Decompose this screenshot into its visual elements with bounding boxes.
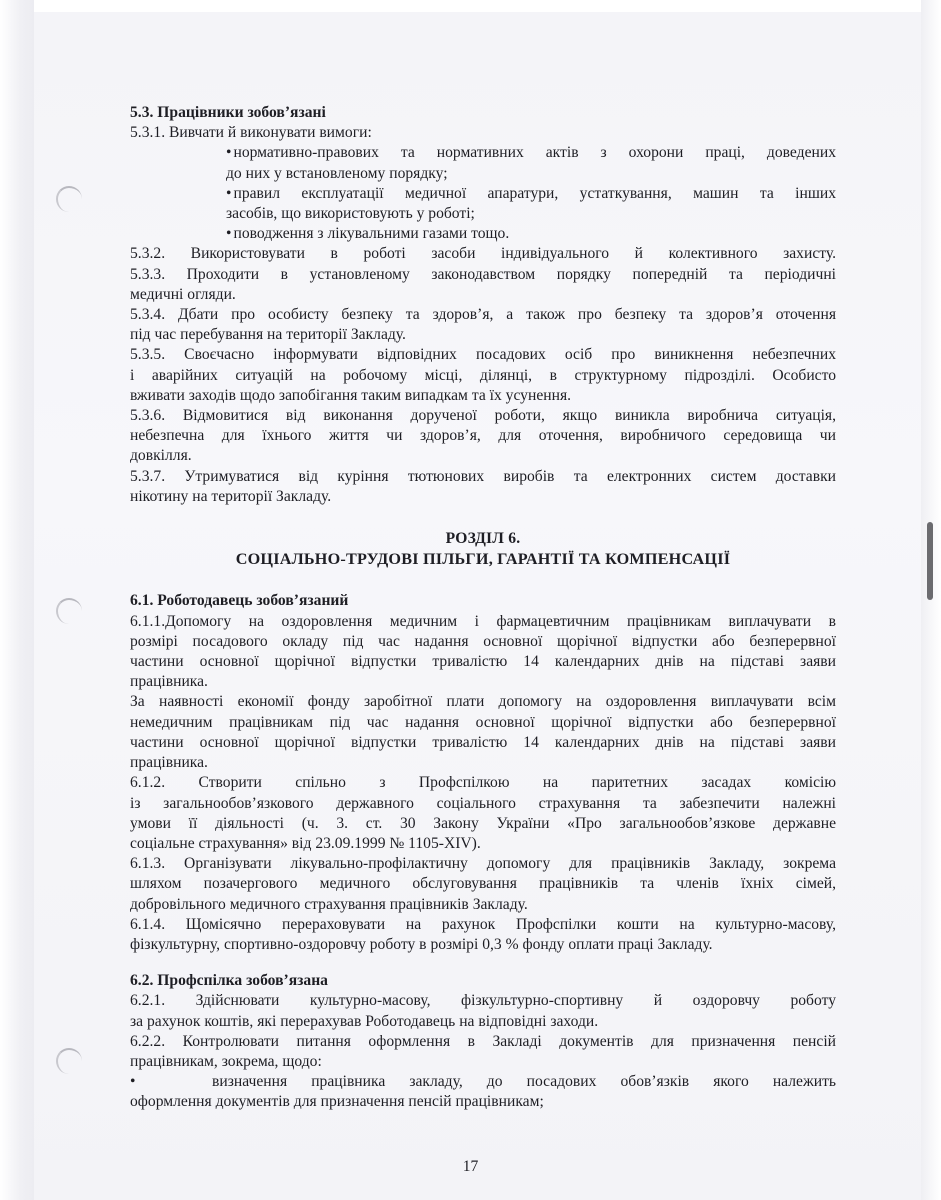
paragraph-line: 5.3.7. Утримуватися від куріння тютюнових виробів та електронних систем доставки (130, 467, 836, 485)
paragraph-line: розмірі посадового окладу під час надання основної щорічної відпустки або безперервної (130, 632, 836, 650)
paragraph-line: працівника. (130, 754, 208, 772)
paragraph-line: немедичним працівникам під час надання основної щорічної відпустки або безперервної (130, 713, 836, 731)
paragraph-line: під час перебування на території Закладу. (130, 326, 406, 344)
bullet-list (130, 143, 836, 244)
paragraph-line: 5.3.4. Дбати про особисту безпеку та здоров’я, а також про безпеку та здоров’я оточення (130, 306, 836, 324)
paragraph-line: 6.1.3. Організувати лікувально-профілактичну допомогу для працівників Закладу, зокрема (130, 855, 836, 873)
punch-hole-mark (56, 1048, 82, 1074)
paragraph-line: фізкультурну, спортивно-оздоровчу роботу в розмірі 0,3 % фонду оплати праці Закладу. (130, 935, 713, 953)
paragraph-line: частини основної щорічної відпустки тривалістю 14 календарних днів на підставі заяви (130, 653, 836, 671)
paragraph-line: 6.2.1. Здійснювати культурно-масову, фізкультурно-спортивну й оздоровчу роботу (130, 992, 836, 1010)
list-item: • поводження з лікувальними газами тощо. (226, 225, 510, 243)
list-item-text: визначення працівника закладу, до посадових обов’язків якого належить (212, 1073, 836, 1091)
section-heading: 6.2. Профспілка зобов’язана (130, 972, 328, 990)
list-item: • правил експлуатації медичної апаратури, устаткування, машин та інших (226, 184, 836, 202)
paragraph-line: За наявності економії фонду заробітної плати допомогу на оздоровлення виплачувати всім (130, 693, 836, 711)
sheet-left-edge (0, 0, 34, 1200)
paragraph-line: шляхом позачергового медичного обслуговування працівників та членів їхніх сімей, (130, 875, 836, 893)
paragraph-line: 5.3.6. Відмовитися від виконання дорученої роботи, якщо виникла виробнича ситуація, (130, 407, 836, 425)
bullet-icon: • (226, 184, 232, 202)
paragraph: 5.3.1. Вивчати й виконувати вимоги: (130, 124, 372, 142)
punch-hole-mark (56, 598, 82, 624)
list-item: • нормативно-правових та нормативних актів з охорони праці, доведених (226, 144, 836, 162)
paragraph-line: працівникам, зокрема, щодо: (130, 1052, 322, 1070)
paragraph-line: умови її діяльності (ч. 3. ст. 30 Закону України «Про загальнообов’язкове державне (130, 814, 836, 832)
page-number: 17 (462, 1158, 479, 1175)
paragraph-line: із загальнообов’язкового державного соціального страхування та забезпечити належні (130, 794, 836, 812)
bullet-icon: • (226, 144, 232, 162)
paragraph-line: 6.2.2. Контролювати питання оформлення в Закладі документів для призначення пенсій (130, 1032, 836, 1050)
section-heading: 6.1. Роботодавець зобов’язаний (130, 592, 349, 610)
paragraph-line: 5.3.5. Своєчасно інформувати відповідних посадових осіб про виникнення небезпечних (130, 346, 836, 364)
bullet-icon: • (130, 1073, 136, 1091)
paragraph-line: 6.1.1.Допомогу на оздоровлення медичним і фармацевтичним працівникам виплачувати в (130, 612, 836, 630)
paragraph-line: добровільного медичного страхування працівників Закладу. (130, 895, 528, 913)
paragraph-line: оформлення документів для призначення пенсій працівникам; (130, 1093, 544, 1111)
sheet-right-edge (921, 0, 941, 1200)
paragraph-line: соціальне страхування» від 23.09.1999 № 1105-XIV). (130, 834, 481, 852)
chapter-title: СОЦІАЛЬНО-ТРУДОВІ ПІЛЬГИ, ГАРАНТІЇ ТА КОМПЕНСАЦІЇ (235, 550, 731, 569)
paragraph-line: працівника. (130, 673, 208, 691)
document-body (130, 103, 836, 1113)
chapter-number: РОЗДІЛ 6. (445, 530, 521, 548)
paragraph-line: медичні огляди. (130, 285, 236, 303)
list-item-continuation: засобів, що використовують у роботі; (226, 205, 475, 223)
punch-hole-mark (56, 186, 82, 212)
paragraph-line: 5.3.3. Проходити в установленому законодавством порядку попередній та періодичні (130, 265, 836, 283)
paragraph-line: і аварійних ситуацій на робочому місці, ділянці, в структурному підрозділі. Особисто (130, 366, 836, 384)
list-item-continuation: до них у встановленому порядку; (226, 164, 448, 182)
paragraph-line: вживати заходів щодо запобігання таким випадкам та їх усунення. (130, 386, 572, 404)
paragraph: 5.3.2. Використовувати в роботі засоби індивідуального й колективного захисту. (130, 245, 836, 263)
paragraph-line: частини основної щорічної відпустки тривалістю 14 календарних днів на підставі заяви (130, 733, 836, 751)
paragraph-line: 6.1.4. Щомісячно перераховувати на рахунок Профспілки кошти на культурно-масову, (130, 915, 836, 933)
paragraph-line: 6.1.2. Створити спільно з Профспілкою на паритетних засадах комісію (130, 774, 836, 792)
list-item (130, 1072, 836, 1092)
sheet-top-edge (0, 0, 941, 12)
scrollbar-thumb[interactable] (927, 522, 933, 600)
paragraph-line: небезпечна для їхнього життя чи здоров’я, для оточення, виробничого середовища чи (130, 427, 836, 445)
paragraph-line: нікотину на території Закладу. (130, 487, 332, 505)
section-heading: 5.3. Працівники зобов’язані (130, 104, 326, 121)
paragraph-line: за рахунок коштів, які перерахував Роботодавець на відповідні заходи. (130, 1012, 599, 1030)
paragraph-line: довкілля. (130, 447, 192, 465)
bullet-icon: • (226, 225, 232, 243)
